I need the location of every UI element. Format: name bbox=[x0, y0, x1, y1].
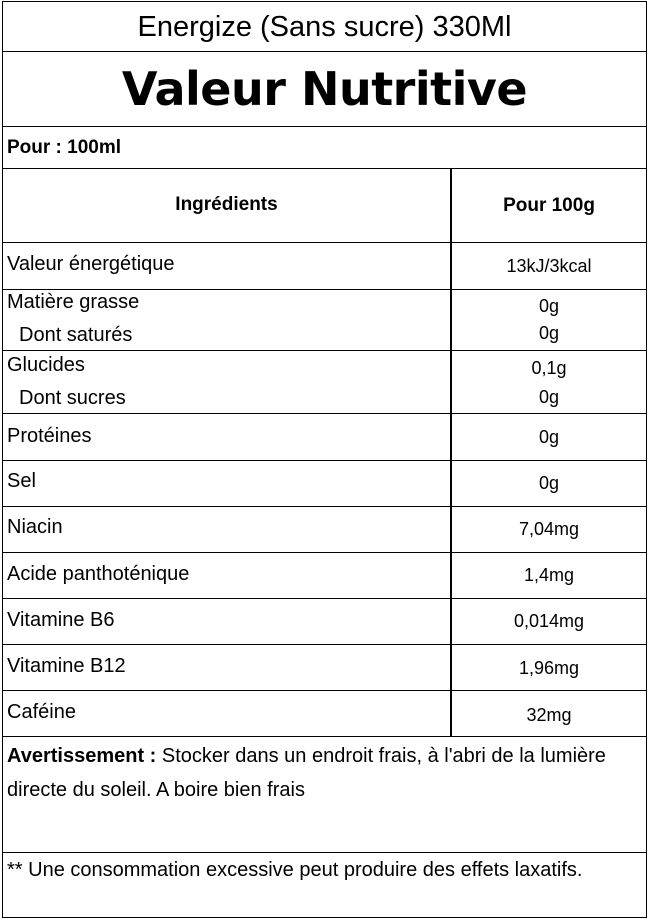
table-row bbox=[3, 691, 646, 737]
per-100g-column-header: Pour 100g bbox=[503, 194, 595, 216]
table-header bbox=[3, 169, 646, 243]
warning-label: Avertissement : bbox=[7, 745, 157, 767]
column-divider bbox=[450, 169, 452, 737]
sub-nutrient-value: 0g bbox=[538, 323, 560, 343]
table-row bbox=[3, 414, 646, 461]
nutrient-value: 0,1g bbox=[531, 358, 567, 378]
nutrient-name: Glucides bbox=[7, 354, 85, 376]
nutrient-name: Sel bbox=[7, 470, 36, 492]
label-title: Valeur Nutritive bbox=[3, 52, 646, 127]
nutrient-value: 0g bbox=[538, 473, 560, 493]
nutrient-value: 7,04mg bbox=[518, 519, 580, 539]
table-row bbox=[3, 243, 646, 290]
nutrient-name: Vitamine B6 bbox=[7, 609, 115, 631]
nutrient-name: Acide panthoténique bbox=[7, 563, 190, 585]
sub-nutrient-value: 0g bbox=[538, 387, 560, 407]
product-name: Energize (Sans sucre) 330Ml bbox=[3, 2, 646, 52]
warning-box bbox=[3, 737, 646, 853]
nutrient-name: Matière grasse bbox=[7, 291, 140, 313]
table-row bbox=[3, 553, 646, 599]
nutrient-value: 32mg bbox=[526, 705, 572, 725]
nutrition-label bbox=[2, 1, 647, 918]
table-row bbox=[3, 351, 646, 414]
nutrient-name: Niacin bbox=[7, 516, 63, 538]
nutrient-value: 1,4mg bbox=[523, 565, 575, 585]
ingredients-column-header: Ingrédients bbox=[175, 193, 278, 215]
nutrient-name: Protéines bbox=[7, 425, 92, 447]
nutrient-name: Vitamine B12 bbox=[7, 655, 126, 677]
nutrient-value: 0g bbox=[538, 427, 560, 447]
table-row bbox=[3, 599, 646, 645]
warning-text: Stocker dans un endroit frais, à l'abri de la lumière directe du soleil. A boire bien frais bbox=[7, 745, 606, 801]
nutrient-value: 1,96mg bbox=[518, 658, 580, 678]
nutrient-name: Caféine bbox=[7, 701, 76, 723]
sub-nutrient-name: Dont sucres bbox=[19, 387, 126, 409]
serving-size: Pour : 100ml bbox=[3, 127, 646, 169]
nutrient-name: Valeur énergétique bbox=[7, 253, 175, 275]
table-row bbox=[3, 645, 646, 691]
footnote: ** Une consommation excessive peut produire des effets laxatifs. bbox=[7, 859, 583, 881]
nutrient-value: 0g bbox=[538, 296, 560, 316]
sub-nutrient-name: Dont saturés bbox=[19, 324, 133, 346]
table-row bbox=[3, 507, 646, 553]
table-row bbox=[3, 290, 646, 351]
nutrient-value: 13kJ/3kcal bbox=[506, 256, 592, 276]
table-row bbox=[3, 461, 646, 507]
nutrient-value: 0,014mg bbox=[513, 611, 585, 631]
